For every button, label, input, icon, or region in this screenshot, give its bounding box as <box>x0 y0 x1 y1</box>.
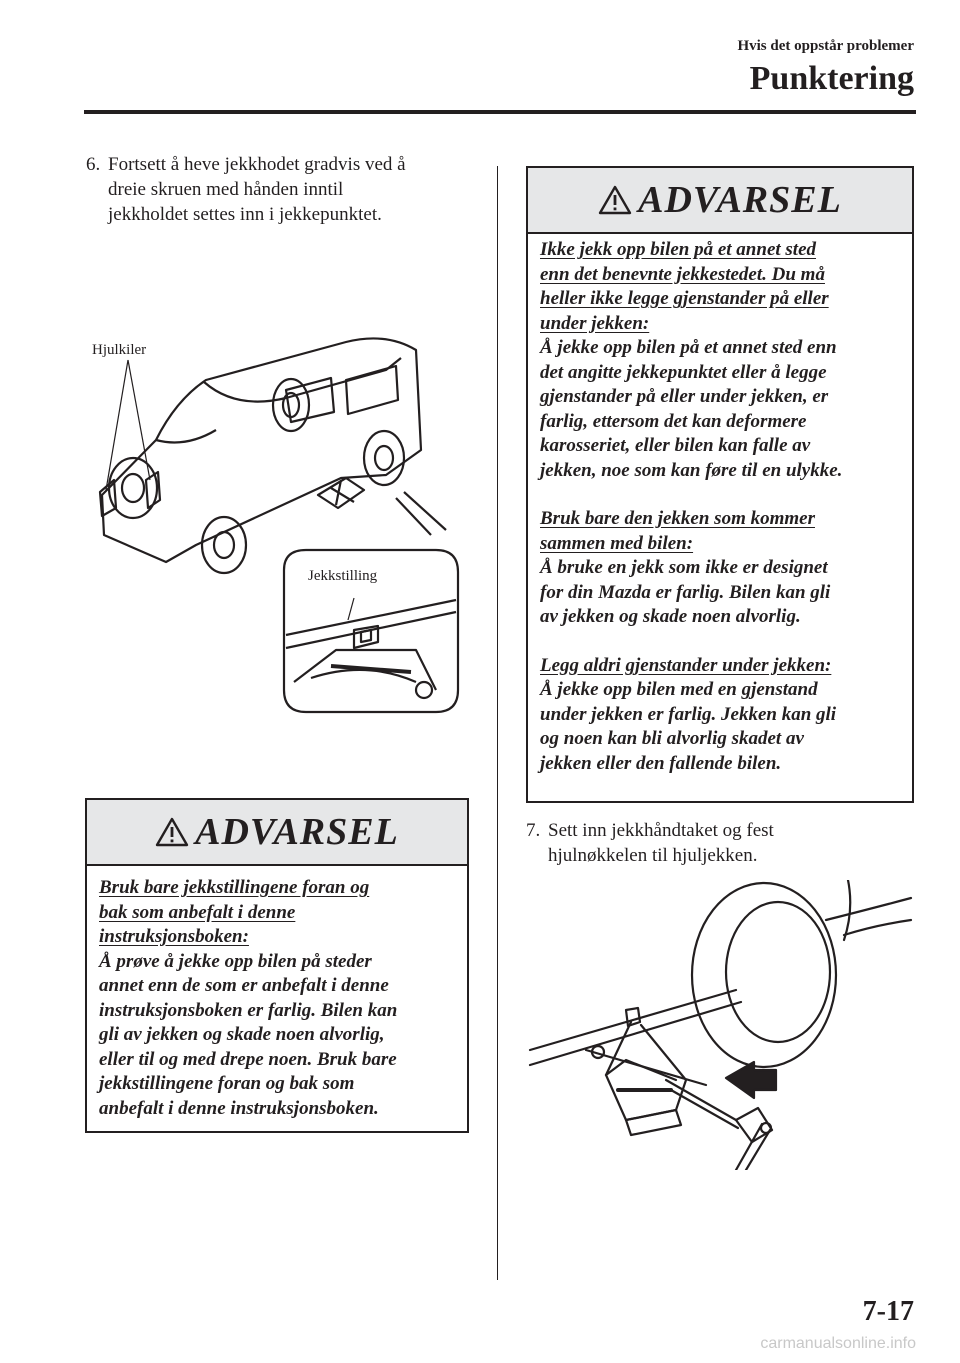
step-line: hjulnøkkelen til hjuljekken. <box>548 845 758 866</box>
warning-text-line: karosseriet, eller bilen kan falle av <box>540 435 811 456</box>
figure-car-jack <box>86 330 476 720</box>
warning-heading-line: enn det benevnte jekkestedet. Du må <box>540 263 825 285</box>
page-number: 7-17 <box>862 1296 914 1327</box>
warning-heading-line: under jekken: <box>540 312 650 334</box>
warning-heading-line: Legg aldri gjenstander under jekken: <box>540 654 832 676</box>
warning-title: ADVARSEL <box>638 179 842 221</box>
warning-heading-line: Bruk bare jekkstillingene foran og <box>99 877 370 898</box>
step-line: Fortsett å heve jekkhodet gradvis ved å <box>108 154 406 175</box>
step-line: Sett inn jekkhåndtaket og fest <box>548 820 774 841</box>
warning-text-line: og noen kan bli alvorlig skadet av <box>540 728 804 749</box>
warning-triangle-icon <box>598 185 632 215</box>
warning-text-line: under jekken er farlig. Jekken kan gli <box>540 703 837 725</box>
warning-text-line: jekkstillingene foran og bak som <box>99 1073 355 1094</box>
label-wheel-chocks: Hjulkiler <box>92 342 147 358</box>
warning-text-line: Å bruke en jekk som ikke er designet <box>540 557 828 578</box>
warning-text-line: anbefalt i denne instruksjonsboken. <box>99 1097 379 1119</box>
car-jack-illustration <box>86 330 476 720</box>
warning-heading-line: Ikke jekk opp bilen på et annet sted <box>540 239 817 260</box>
spacer <box>540 630 900 654</box>
warning-header <box>528 168 912 234</box>
warning-text-line: for din Mazda er farlig. Bilen kan gli <box>540 581 831 603</box>
warning-text-line: det angitte jekkepunktet eller å legge <box>540 361 827 383</box>
warning-box-1 <box>85 798 469 1133</box>
warning-text-line: jekken, noe som kan føre til en ulykke. <box>540 459 843 481</box>
warning-text-line: gli av jekken og skade noen alvorlig, <box>99 1024 385 1045</box>
warning-text-line: eller til og med drepe noen. Bruk bare <box>99 1048 397 1070</box>
warning-text-line: Å jekke opp bilen på et annet sted enn <box>540 337 837 358</box>
step-text <box>108 152 406 227</box>
page-title: Punktering <box>749 60 914 97</box>
watermark: carmanualsonline.info <box>760 1335 916 1352</box>
warning-heading-line: Bruk bare den jekken som kommer <box>540 508 815 529</box>
column-divider <box>497 166 498 1280</box>
section-header: Hvis det oppstår problemer <box>737 38 914 54</box>
warning-heading-line: bak som anbefalt i denne <box>99 901 296 923</box>
step-6 <box>86 152 486 232</box>
step-line: jekkholdet settes inn i jekkepunktet. <box>108 204 382 225</box>
warning-box-2 <box>526 166 914 803</box>
warning-text-line: gjenstander på eller under jekken, er <box>540 386 829 407</box>
warning-heading-line: instruksjonsboken: <box>99 926 249 947</box>
warning-header <box>87 800 467 866</box>
step-number: 6. <box>86 154 101 175</box>
step-7 <box>526 818 916 872</box>
step-number: 7. <box>526 820 541 841</box>
warning-text-line: annet enn de som er anbefalt i denne <box>99 975 389 996</box>
header-divider <box>84 110 916 114</box>
warning-text-line: instruksjonsboken er farlig. Bilen kan <box>99 999 398 1021</box>
warning-text-line: jekken eller den fallende bilen. <box>540 752 782 774</box>
label-jack-position: Jekkstilling <box>308 568 378 584</box>
warning-text-line: farlig, ettersom det kan deformere <box>540 410 807 432</box>
step-text <box>548 818 774 868</box>
warning-triangle-icon <box>155 817 189 847</box>
step-line: dreie skruen med hånden inntil <box>108 179 344 200</box>
warning-text-line: av jekken og skade noen alvorlig. <box>540 606 801 627</box>
jack-handle-illustration <box>526 880 916 1170</box>
warning-title: ADVARSEL <box>195 811 399 853</box>
warning-heading-line: heller ikke legge gjenstander på eller <box>540 288 829 309</box>
warning-text-line: Å jekke opp bilen med en gjenstand <box>540 679 818 700</box>
spacer <box>540 483 900 507</box>
warning-body <box>87 866 467 1121</box>
figure-jack-handle <box>526 880 916 1170</box>
warning-text-line: Å prøve å jekke opp bilen på steder <box>99 950 372 972</box>
warning-body <box>528 234 912 776</box>
warning-heading-line: sammen med bilen: <box>540 532 694 554</box>
